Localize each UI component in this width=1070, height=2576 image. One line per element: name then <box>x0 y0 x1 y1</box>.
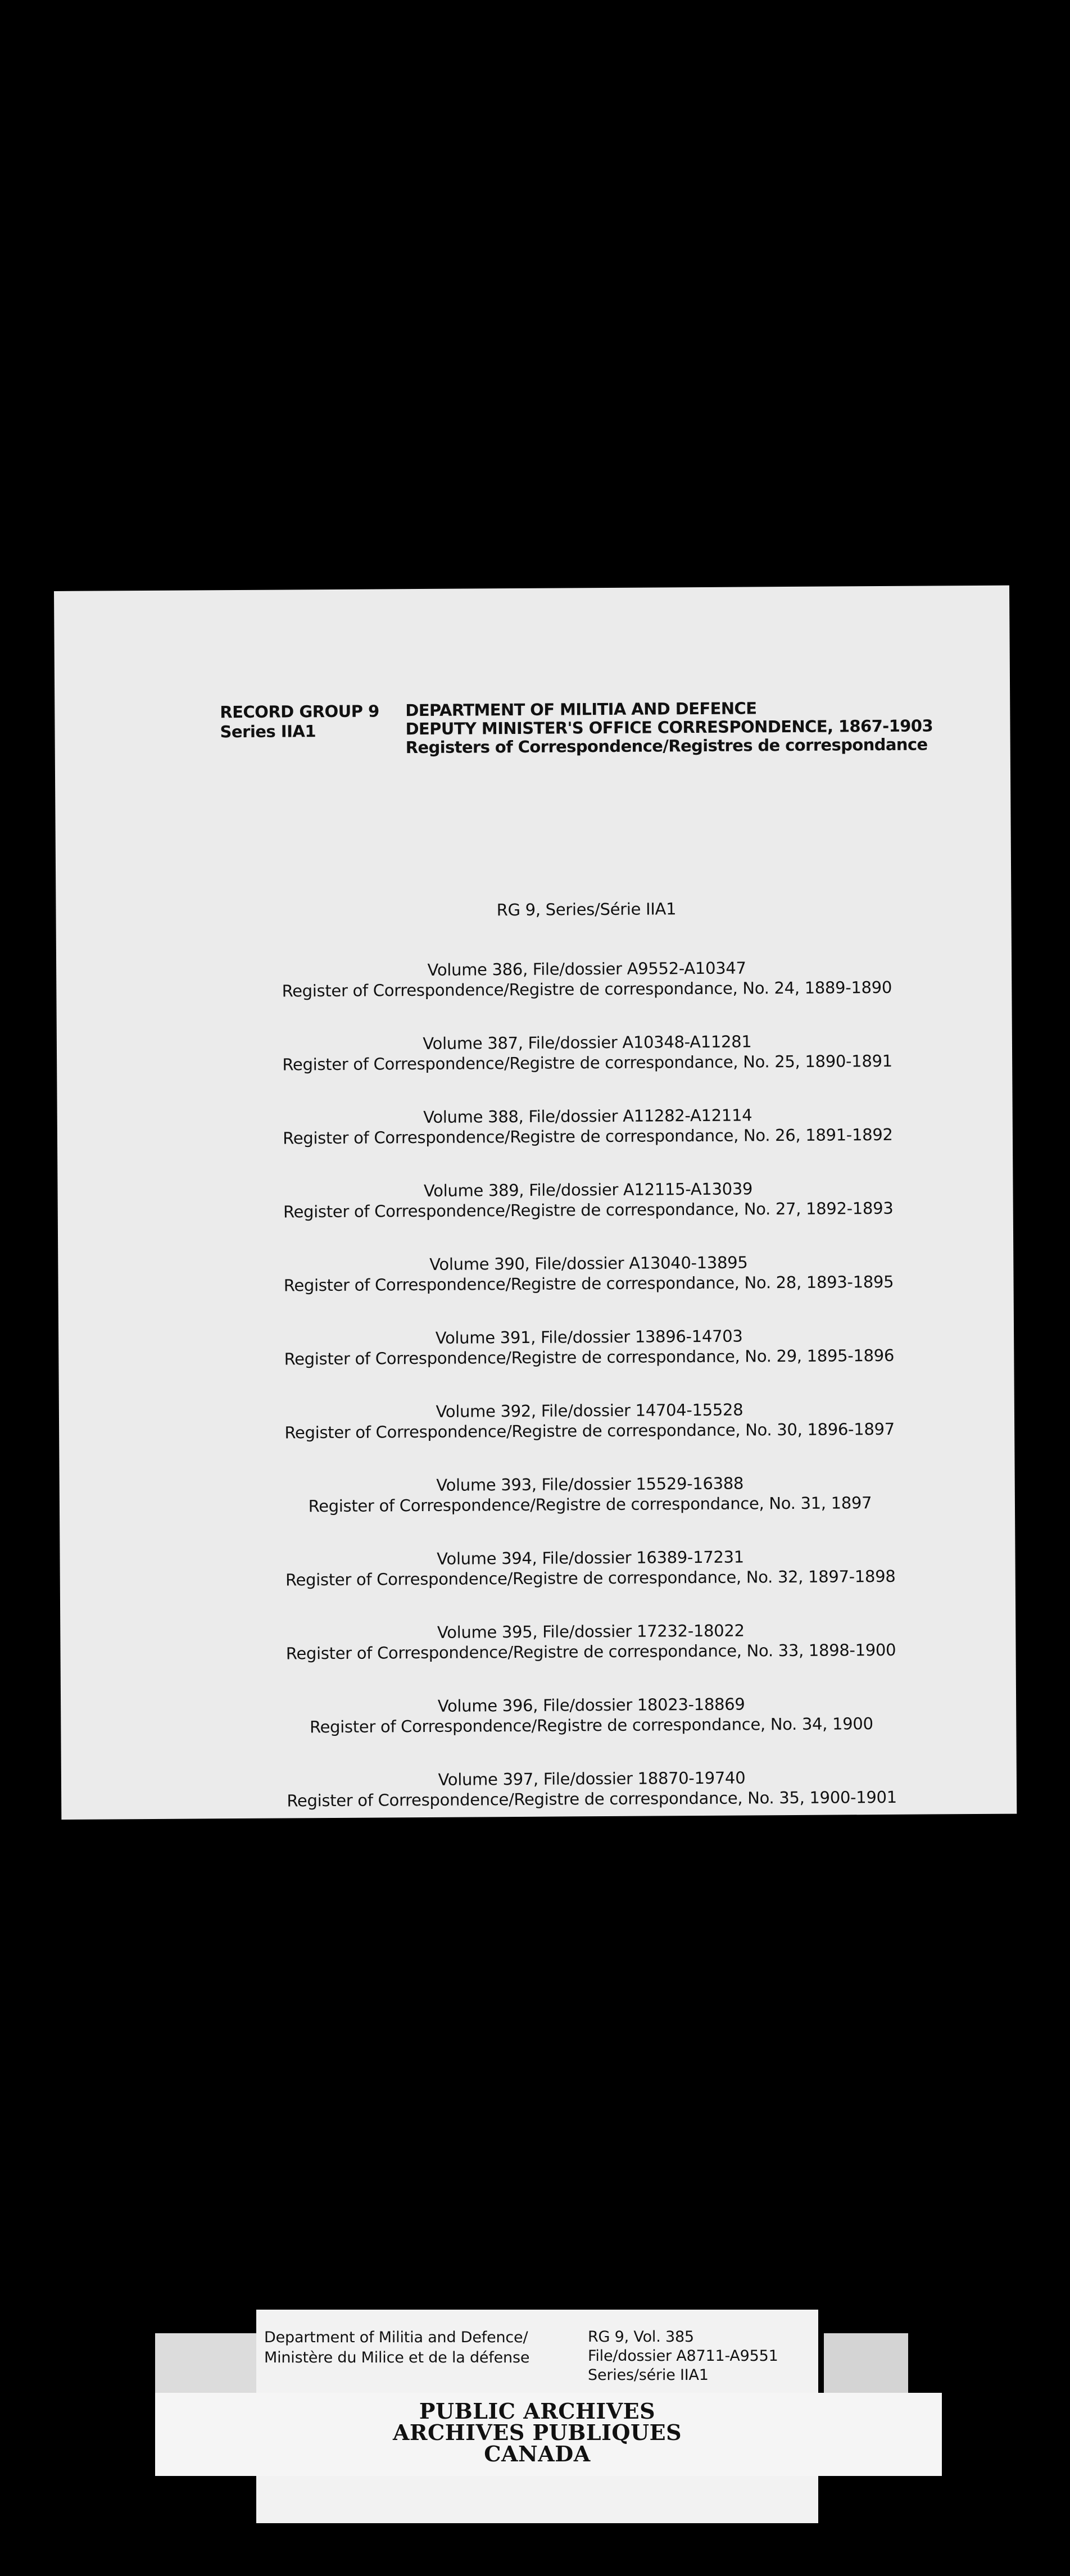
register-line: Register of Correspondence/Registre de correspondance, No. 33, 1898-1900 <box>285 1640 896 1663</box>
label-department <box>264 2328 529 2368</box>
archive-label <box>256 2310 818 2523</box>
volume-line: Volume 386, File/dossier A9552-A10347 <box>427 958 746 979</box>
volume-entry <box>224 1398 955 1443</box>
registers-title: Registers of Correspondence/Registres de correspondance <box>405 734 928 758</box>
register-line: Register of Correspondence/Registre de correspondance, No. 35, 1900-1901 <box>287 1787 897 1811</box>
register-line: Register of Correspondence/Registre de correspondance, No. 24, 1889-1890 <box>282 977 892 1001</box>
document-header <box>220 698 950 1811</box>
volume-line: Volume 389, File/dossier A12115-A13039 <box>423 1179 753 1201</box>
register-line: Register of Correspondence/Registre de correspondance, No. 34, 1900 <box>309 1714 873 1737</box>
record-group: RECORD GROUP 9 <box>220 701 379 722</box>
archives-stamp <box>256 2398 818 2466</box>
volume-entry <box>226 1693 956 1738</box>
volume-list <box>221 956 952 1811</box>
volume-entry <box>221 956 952 1001</box>
volume-line: Volume 391, File/dossier 13896-14703 <box>435 1326 743 1348</box>
register-line: Register of Correspondence/Registre de correspondance, No. 31, 1897 <box>308 1493 872 1516</box>
stamp-line-1: PUBLIC ARCHIVES <box>419 2398 656 2424</box>
label-rg-volume: RG 9, Vol. 385 <box>588 2328 694 2346</box>
volume-line: Volume 392, File/dossier 14704-15528 <box>436 1400 743 1421</box>
register-line: Register of Correspondence/Registre de correspondance, No. 25, 1890-1891 <box>282 1051 892 1074</box>
series-line: RG 9, Series/Série IIA1 <box>496 899 677 920</box>
register-line: Register of Correspondence/Registre de correspondance, No. 30, 1896-1897 <box>284 1419 895 1443</box>
volume-entry <box>223 1251 954 1296</box>
label-reference <box>588 2328 778 2385</box>
register-line: Register of Correspondence/Registre de correspondance, No. 29, 1895-1896 <box>284 1345 895 1369</box>
document-page <box>54 586 1017 1820</box>
stamp-line-3: CANADA <box>484 2441 591 2466</box>
label-file: File/dossier A8711-A9551 <box>588 2347 778 2365</box>
volume-line: Volume 387, File/dossier A10348-A11281 <box>423 1032 752 1054</box>
volume-line: Volume 397, File/dossier 18870-19740 <box>438 1768 746 1789</box>
label-dept-fr: Ministère du Milice et de la défense <box>264 2349 530 2366</box>
volume-entry <box>223 1104 953 1149</box>
register-line: Register of Correspondence/Registre de correspondance, No. 28, 1893-1895 <box>283 1272 894 1295</box>
series-id: Series IIA1 <box>220 722 316 742</box>
volume-line: Volume 394, File/dossier 16389-17231 <box>437 1547 744 1568</box>
volume-entry <box>224 1325 954 1369</box>
label-dept-en: Department of Militia and Defence/ <box>264 2329 528 2346</box>
label-series: Series/série IIA1 <box>588 2366 709 2384</box>
record-group-block <box>220 701 379 742</box>
volume-line: Volume 388, File/dossier A11282-A12114 <box>423 1105 752 1127</box>
volume-entry <box>223 1177 953 1222</box>
stamp-line-2: ARCHIVES PUBLIQUES <box>392 2420 682 2445</box>
department-block <box>405 698 951 757</box>
volume-line: Volume 396, File/dossier 18023-18869 <box>437 1694 745 1716</box>
volume-entry <box>225 1472 955 1517</box>
volume-entry <box>222 1030 953 1075</box>
volume-line: Volume 395, File/dossier 17232-18022 <box>437 1621 745 1642</box>
register-line: Register of Correspondence/Registre de correspondance, No. 27, 1892-1893 <box>283 1198 894 1222</box>
volume-line: Volume 390, File/dossier A13040-13895 <box>429 1253 748 1274</box>
register-line: Register of Correspondence/Registre de correspondance, No. 26, 1891-1892 <box>283 1124 893 1148</box>
register-line: Register of Correspondence/Registre de correspondance, No. 32, 1897-1898 <box>285 1566 896 1590</box>
volume-entry <box>225 1545 955 1590</box>
department-title: DEPARTMENT OF MILITIA AND DEFENCE <box>405 699 757 720</box>
office-title: DEPUTY MINISTER'S OFFICE CORRESPONDENCE, 1867-1903 <box>405 716 933 739</box>
volume-line: Volume 393, File/dossier 15529-16388 <box>436 1473 744 1495</box>
volume-entry <box>225 1619 956 1664</box>
volume-entry <box>226 1766 957 1811</box>
